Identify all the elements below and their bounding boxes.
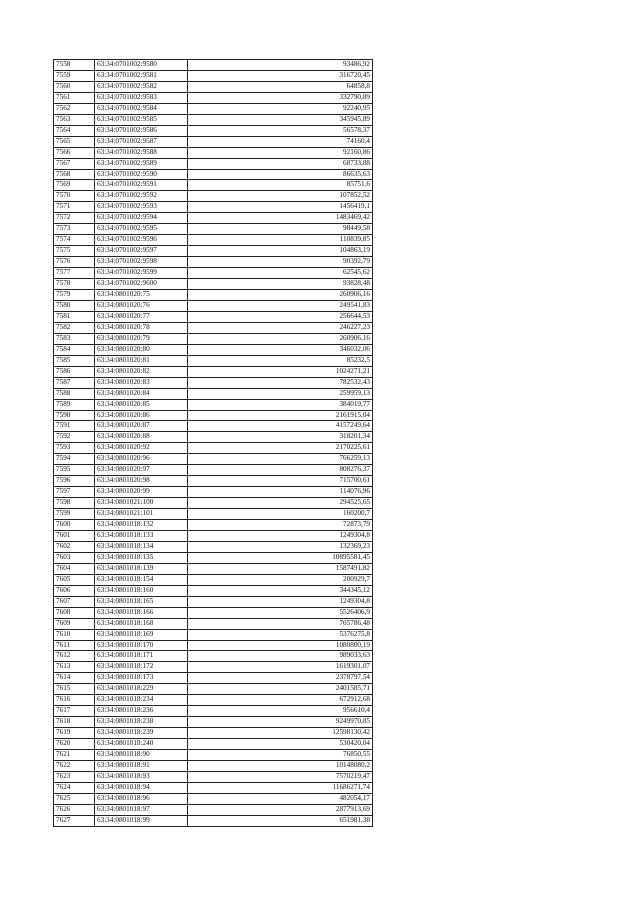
value-cell: 90392,79 — [188, 257, 373, 268]
table-row — [54, 618, 373, 629]
cadastral-number-cell: 63:34:0701002:9586 — [95, 125, 188, 136]
value-cell: 1249304,8 — [188, 530, 373, 541]
value-cell: 2170225,61 — [188, 443, 373, 454]
row-number-cell: 7610 — [54, 629, 95, 640]
cadastral-number-cell: 63:34:0801020:79 — [95, 333, 188, 344]
table-row — [54, 169, 373, 180]
row-number-cell: 7625 — [54, 793, 95, 804]
value-cell: 64858,8 — [188, 81, 373, 92]
cadastral-number-cell: 63:34:0801020:82 — [95, 366, 188, 377]
value-cell: 104863,19 — [188, 246, 373, 257]
value-cell: 765786,48 — [188, 618, 373, 629]
cadastral-number-cell: 63:34:0801020:92 — [95, 443, 188, 454]
cadastral-number-cell: 63:34:0701002:9580 — [95, 60, 188, 71]
table-row — [54, 640, 373, 651]
table-row — [54, 344, 373, 355]
row-number-cell: 7604 — [54, 563, 95, 574]
table-row — [54, 300, 373, 311]
cadastral-number-cell: 63:34:0801018:90 — [95, 750, 188, 761]
cadastral-number-cell: 63:34:0801018:236 — [95, 706, 188, 717]
table-row — [54, 235, 373, 246]
row-number-cell: 7573 — [54, 224, 95, 235]
table-row — [54, 147, 373, 158]
row-number-cell: 7605 — [54, 574, 95, 585]
value-cell: 989033,63 — [188, 651, 373, 662]
data-table — [53, 59, 373, 827]
table-row — [54, 520, 373, 531]
table-row — [54, 355, 373, 366]
row-number-cell: 7565 — [54, 136, 95, 147]
value-cell: 76850,55 — [188, 750, 373, 761]
cadastral-number-cell: 63:34:0801018:99 — [95, 815, 188, 826]
value-cell: 246227,23 — [188, 322, 373, 333]
cadastral-number-cell: 63:34:0801020:97 — [95, 465, 188, 476]
cadastral-number-cell: 63:34:0701002:9593 — [95, 202, 188, 213]
value-cell: 256644,53 — [188, 311, 373, 322]
cadastral-number-cell: 63:34:0801021:101 — [95, 509, 188, 520]
cadastral-number-cell: 63:34:0801020:96 — [95, 454, 188, 465]
row-number-cell: 7572 — [54, 213, 95, 224]
value-cell: 93828,48 — [188, 279, 373, 290]
row-number-cell: 7587 — [54, 377, 95, 388]
value-cell: 10148080,2 — [188, 761, 373, 772]
row-number-cell: 7589 — [54, 399, 95, 410]
cadastral-number-cell: 63:34:0801018:229 — [95, 684, 188, 695]
row-number-cell: 7559 — [54, 70, 95, 81]
cadastral-number-cell: 63:34:0701002:9597 — [95, 246, 188, 257]
table-row — [54, 782, 373, 793]
value-cell: 68733,88 — [188, 158, 373, 169]
table-row — [54, 224, 373, 235]
cadastral-number-cell: 63:34:0801020:83 — [95, 377, 188, 388]
value-cell: 1024271,21 — [188, 366, 373, 377]
value-cell: 2877913,69 — [188, 804, 373, 815]
cadastral-number-cell: 63:34:0801018:97 — [95, 804, 188, 815]
table-row — [54, 70, 373, 81]
table-row — [54, 136, 373, 147]
row-number-cell: 7611 — [54, 640, 95, 651]
row-number-cell: 7618 — [54, 717, 95, 728]
row-number-cell: 7617 — [54, 706, 95, 717]
row-number-cell: 7616 — [54, 695, 95, 706]
value-cell: 132369,23 — [188, 541, 373, 552]
cadastral-number-cell: 63:34:0801018:91 — [95, 761, 188, 772]
cadastral-number-cell: 63:34:0701002:9598 — [95, 257, 188, 268]
row-number-cell: 7577 — [54, 268, 95, 279]
table-row — [54, 476, 373, 487]
row-number-cell: 7563 — [54, 114, 95, 125]
cadastral-number-cell: 63:34:0701002:9595 — [95, 224, 188, 235]
table-row — [54, 651, 373, 662]
cadastral-number-cell: 63:34:0701002:9589 — [95, 158, 188, 169]
table-row — [54, 388, 373, 399]
table-row — [54, 180, 373, 191]
table-row — [54, 125, 373, 136]
table-row — [54, 257, 373, 268]
value-cell: 4157249,64 — [188, 421, 373, 432]
row-number-cell: 7621 — [54, 750, 95, 761]
table-row — [54, 213, 373, 224]
row-number-cell: 7585 — [54, 355, 95, 366]
table-row — [54, 804, 373, 815]
table-row — [54, 268, 373, 279]
value-cell: 9249970,85 — [188, 717, 373, 728]
row-number-cell: 7566 — [54, 147, 95, 158]
value-cell: 62545,62 — [188, 268, 373, 279]
row-number-cell: 7608 — [54, 607, 95, 618]
cadastral-number-cell: 63:34:0801018:139 — [95, 563, 188, 574]
table-row — [54, 673, 373, 684]
table-row — [54, 585, 373, 596]
table-row — [54, 662, 373, 673]
cadastral-number-cell: 63:34:0801018:234 — [95, 695, 188, 706]
table-row — [54, 81, 373, 92]
cadastral-number-cell: 63:34:0801020:85 — [95, 399, 188, 410]
cadastral-number-cell: 63:34:0701002:9585 — [95, 114, 188, 125]
row-number-cell: 7588 — [54, 388, 95, 399]
value-cell: 12598130,42 — [188, 728, 373, 739]
value-cell: 318201,34 — [188, 432, 373, 443]
table-row — [54, 399, 373, 410]
value-cell: 5526406,9 — [188, 607, 373, 618]
cadastral-number-cell: 63:34:0701002:9581 — [95, 70, 188, 81]
value-cell: 93486,92 — [188, 60, 373, 71]
cadastral-number-cell: 63:34:0801018:172 — [95, 662, 188, 673]
row-number-cell: 7578 — [54, 279, 95, 290]
table-row — [54, 92, 373, 103]
value-cell: 782532,43 — [188, 377, 373, 388]
cadastral-number-cell: 63:34:0801020:99 — [95, 487, 188, 498]
value-cell: 956610,4 — [188, 706, 373, 717]
cadastral-number-cell: 63:34:0801020:98 — [95, 476, 188, 487]
table-row — [54, 311, 373, 322]
value-cell: 1587491,82 — [188, 563, 373, 574]
value-cell: 766259,13 — [188, 454, 373, 465]
row-number-cell: 7583 — [54, 333, 95, 344]
value-cell: 110839,85 — [188, 235, 373, 246]
table-row — [54, 706, 373, 717]
cadastral-number-cell: 63:34:0801018:165 — [95, 596, 188, 607]
cadastral-number-cell: 63:34:0701002:9588 — [95, 147, 188, 158]
row-number-cell: 7560 — [54, 81, 95, 92]
value-cell: 7570219,47 — [188, 771, 373, 782]
value-cell: 11686271,74 — [188, 782, 373, 793]
table-row — [54, 333, 373, 344]
cadastral-number-cell: 63:34:0701002:9584 — [95, 103, 188, 114]
table-row — [54, 366, 373, 377]
row-number-cell: 7597 — [54, 487, 95, 498]
table-row — [54, 443, 373, 454]
table-row — [54, 728, 373, 739]
value-cell: 1249304,8 — [188, 596, 373, 607]
cadastral-number-cell: 63:34:0801018:169 — [95, 629, 188, 640]
value-cell: 249541,83 — [188, 300, 373, 311]
cadastral-number-cell: 63:34:0701002:9582 — [95, 81, 188, 92]
cadastral-number-cell: 63:34:0801018:240 — [95, 739, 188, 750]
value-cell: 332790,89 — [188, 92, 373, 103]
table-row — [54, 465, 373, 476]
cadastral-number-cell: 63:34:0801018:133 — [95, 530, 188, 541]
value-cell: 85232,5 — [188, 355, 373, 366]
table-row — [54, 750, 373, 761]
row-number-cell: 7599 — [54, 509, 95, 520]
value-cell: 259959,13 — [188, 388, 373, 399]
row-number-cell: 7615 — [54, 684, 95, 695]
table-row — [54, 717, 373, 728]
row-number-cell: 7561 — [54, 92, 95, 103]
cadastral-number-cell: 63:34:0801020:78 — [95, 322, 188, 333]
cadastral-number-cell: 63:34:0801020:87 — [95, 421, 188, 432]
row-number-cell: 7594 — [54, 454, 95, 465]
table-row — [54, 191, 373, 202]
cadastral-number-cell: 63:34:0801020:77 — [95, 311, 188, 322]
table-row — [54, 574, 373, 585]
value-cell: 530420,04 — [188, 739, 373, 750]
row-number-cell: 7581 — [54, 311, 95, 322]
cadastral-number-cell: 63:34:0801018:160 — [95, 585, 188, 596]
cadastral-number-cell: 63:34:0701002:9590 — [95, 169, 188, 180]
value-cell: 2401585,71 — [188, 684, 373, 695]
value-cell: 85751,6 — [188, 180, 373, 191]
cadastral-number-cell: 63:34:0801020:75 — [95, 290, 188, 301]
row-number-cell: 7607 — [54, 596, 95, 607]
cadastral-number-cell: 63:34:0801018:170 — [95, 640, 188, 651]
value-cell: 56578,37 — [188, 125, 373, 136]
value-cell: 260906,16 — [188, 290, 373, 301]
table-row — [54, 530, 373, 541]
value-cell: 672912,68 — [188, 695, 373, 706]
cadastral-number-cell: 63:34:0701002:9596 — [95, 235, 188, 246]
value-cell: 200929,7 — [188, 574, 373, 585]
cadastral-number-cell: 63:34:0701002:9599 — [95, 268, 188, 279]
value-cell: 1619301,07 — [188, 662, 373, 673]
row-number-cell: 7574 — [54, 235, 95, 246]
table-row — [54, 322, 373, 333]
cadastral-number-cell: 63:34:0801021:100 — [95, 498, 188, 509]
value-cell: 160200,7 — [188, 509, 373, 520]
cadastral-number-cell: 63:34:0801018:173 — [95, 673, 188, 684]
value-cell: 344345,12 — [188, 585, 373, 596]
cadastral-number-cell: 63:34:0801018:238 — [95, 717, 188, 728]
row-number-cell: 7591 — [54, 421, 95, 432]
value-cell: 346032,06 — [188, 344, 373, 355]
cadastral-number-cell: 63:34:0801018:134 — [95, 541, 188, 552]
row-number-cell: 7603 — [54, 552, 95, 563]
cadastral-number-cell: 63:34:0801018:135 — [95, 552, 188, 563]
value-cell: 1080800,19 — [188, 640, 373, 651]
row-number-cell: 7590 — [54, 410, 95, 421]
row-number-cell: 7614 — [54, 673, 95, 684]
value-cell: 10895581,45 — [188, 552, 373, 563]
row-number-cell: 7570 — [54, 191, 95, 202]
table-row — [54, 60, 373, 71]
row-number-cell: 7602 — [54, 541, 95, 552]
row-number-cell: 7593 — [54, 443, 95, 454]
value-cell: 715700,61 — [188, 476, 373, 487]
value-cell: 74160,4 — [188, 136, 373, 147]
table-row — [54, 596, 373, 607]
row-number-cell: 7609 — [54, 618, 95, 629]
table-row — [54, 695, 373, 706]
table-row — [54, 509, 373, 520]
cadastral-number-cell: 63:34:0801018:239 — [95, 728, 188, 739]
table-row — [54, 684, 373, 695]
table-row — [54, 454, 373, 465]
table-row — [54, 377, 373, 388]
table-row — [54, 771, 373, 782]
table-row — [54, 541, 373, 552]
table-row — [54, 421, 373, 432]
value-cell: 1483469,42 — [188, 213, 373, 224]
row-number-cell: 7606 — [54, 585, 95, 596]
value-cell: 107852,52 — [188, 191, 373, 202]
value-cell: 86635,63 — [188, 169, 373, 180]
table-row — [54, 563, 373, 574]
cadastral-number-cell: 63:34:0701002:9600 — [95, 279, 188, 290]
row-number-cell: 7575 — [54, 246, 95, 257]
row-number-cell: 7622 — [54, 761, 95, 772]
table-row — [54, 487, 373, 498]
cadastral-number-cell: 63:34:0801020:81 — [95, 355, 188, 366]
value-cell: 294525,65 — [188, 498, 373, 509]
cadastral-number-cell: 63:34:0801018:166 — [95, 607, 188, 618]
cadastral-number-cell: 63:34:0801020:84 — [95, 388, 188, 399]
cadastral-number-cell: 63:34:0801018:93 — [95, 771, 188, 782]
row-number-cell: 7571 — [54, 202, 95, 213]
row-number-cell: 7613 — [54, 662, 95, 673]
table-row — [54, 498, 373, 509]
value-cell: 114076,96 — [188, 487, 373, 498]
cadastral-number-cell: 63:34:0801018:168 — [95, 618, 188, 629]
value-cell: 92160,86 — [188, 147, 373, 158]
row-number-cell: 7624 — [54, 782, 95, 793]
table-row — [54, 761, 373, 772]
value-cell: 2378797,54 — [188, 673, 373, 684]
table-row — [54, 103, 373, 114]
cadastral-number-cell: 63:34:0801020:88 — [95, 432, 188, 443]
table-row — [54, 114, 373, 125]
cadastral-number-cell: 63:34:0801018:171 — [95, 651, 188, 662]
row-number-cell: 7620 — [54, 739, 95, 750]
row-number-cell: 7623 — [54, 771, 95, 782]
value-cell: 482054,17 — [188, 793, 373, 804]
table-row — [54, 432, 373, 443]
value-cell: 384019,77 — [188, 399, 373, 410]
cadastral-number-cell: 63:34:0801020:80 — [95, 344, 188, 355]
cadastral-number-cell: 63:34:0801018:154 — [95, 574, 188, 585]
value-cell: 1456419,1 — [188, 202, 373, 213]
row-number-cell: 7584 — [54, 344, 95, 355]
row-number-cell: 7600 — [54, 520, 95, 531]
row-number-cell: 7612 — [54, 651, 95, 662]
cadastral-number-cell: 63:34:0701002:9592 — [95, 191, 188, 202]
value-cell: 2161915,04 — [188, 410, 373, 421]
row-number-cell: 7568 — [54, 169, 95, 180]
value-cell: 316720,45 — [188, 70, 373, 81]
row-number-cell: 7596 — [54, 476, 95, 487]
cadastral-number-cell: 63:34:0801018:94 — [95, 782, 188, 793]
value-cell: 5376275,8 — [188, 629, 373, 640]
row-number-cell: 7579 — [54, 290, 95, 301]
row-number-cell: 7601 — [54, 530, 95, 541]
value-cell: 651981,38 — [188, 815, 373, 826]
cadastral-number-cell: 63:34:0801020:86 — [95, 410, 188, 421]
cadastral-number-cell: 63:34:0701002:9591 — [95, 180, 188, 191]
row-number-cell: 7598 — [54, 498, 95, 509]
table-row — [54, 629, 373, 640]
table-row — [54, 158, 373, 169]
row-number-cell: 7592 — [54, 432, 95, 443]
table-row — [54, 552, 373, 563]
cadastral-number-cell: 63:34:0801018:96 — [95, 793, 188, 804]
cadastral-number-cell: 63:34:0701002:9583 — [95, 92, 188, 103]
cadastral-number-cell: 63:34:0701002:9587 — [95, 136, 188, 147]
value-cell: 92240,95 — [188, 103, 373, 114]
cadastral-number-cell: 63:34:0801018:132 — [95, 520, 188, 531]
table-row — [54, 290, 373, 301]
value-cell: 72873,79 — [188, 520, 373, 531]
value-cell: 98449,58 — [188, 224, 373, 235]
row-number-cell: 7582 — [54, 322, 95, 333]
row-number-cell: 7626 — [54, 804, 95, 815]
value-cell: 345945,89 — [188, 114, 373, 125]
table-row — [54, 202, 373, 213]
row-number-cell: 7569 — [54, 180, 95, 191]
row-number-cell: 7576 — [54, 257, 95, 268]
row-number-cell: 7627 — [54, 815, 95, 826]
value-cell: 260906,16 — [188, 333, 373, 344]
table-row — [54, 815, 373, 826]
table-row — [54, 739, 373, 750]
row-number-cell: 7558 — [54, 60, 95, 71]
row-number-cell: 7562 — [54, 103, 95, 114]
row-number-cell: 7567 — [54, 158, 95, 169]
row-number-cell: 7619 — [54, 728, 95, 739]
table-row — [54, 246, 373, 257]
row-number-cell: 7580 — [54, 300, 95, 311]
row-number-cell: 7564 — [54, 125, 95, 136]
table-row — [54, 607, 373, 618]
row-number-cell: 7586 — [54, 366, 95, 377]
value-cell: 808276,37 — [188, 465, 373, 476]
table-row — [54, 793, 373, 804]
table-row — [54, 410, 373, 421]
table-row — [54, 279, 373, 290]
row-number-cell: 7595 — [54, 465, 95, 476]
cadastral-number-cell: 63:34:0701002:9594 — [95, 213, 188, 224]
cadastral-number-cell: 63:34:0801020:76 — [95, 300, 188, 311]
table-body — [54, 60, 373, 827]
